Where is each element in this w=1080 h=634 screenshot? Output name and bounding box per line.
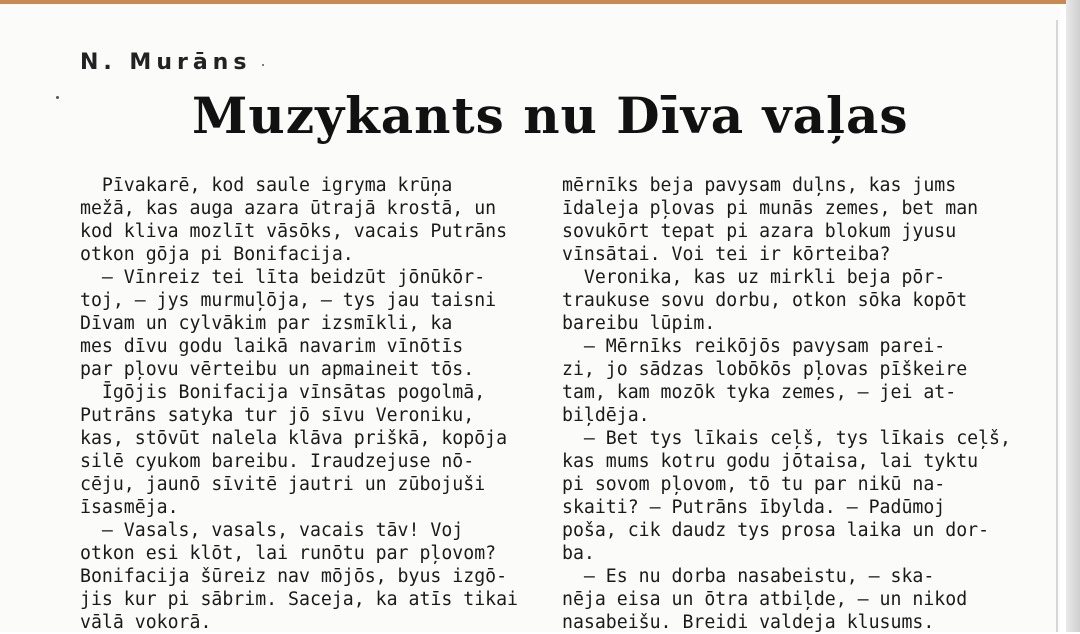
text-line: poša, cik daudz tys prosa laika un dor- — [562, 520, 990, 541]
text-line: Pīvakarē, kod saule igryma krūņa — [80, 175, 453, 196]
article-headline: Muzykants nu Dīva vaļas — [192, 86, 909, 145]
text-line: — Vīnreiz tei līta beidzūt jōnūkōr- — [80, 267, 486, 288]
text-line: otkon esi klōt, lai runōtu par pļovom? — [80, 543, 497, 564]
text-line: traukuse sovu dorbu, otkon sōka kopōt — [562, 290, 968, 311]
text-line: kod kliva mozlīt vāsōks, vacais Putrāns — [80, 221, 508, 242]
scan-margin-line — [1056, 20, 1058, 632]
scan-right-edge — [1066, 0, 1080, 632]
text-line: — Mērnīks reikōjōs pavysam parei- — [562, 336, 946, 357]
text-line: mes dīvu godu laikā navarim vīnōtīs — [80, 336, 464, 357]
text-line: cēju, jaunō sīvitē jautri un zūbojuši — [80, 474, 486, 495]
text-line: silē cyukom bareibu. Iraudzejuse nō- — [80, 451, 475, 472]
text-line: Veronika, kas uz mirkli beja pōr- — [562, 267, 946, 288]
text-line: Putrāns satyka tur jō sīvu Veroniku, — [80, 405, 475, 426]
text-line: kas mums kotru godu jōtaisa, lai tyktu — [562, 451, 979, 472]
text-line: tam, kam mozōk tyka zemes, — jei at- — [562, 382, 957, 403]
text-line: skaiti? — Putrāns ībylda. — Padūmoj — [562, 497, 946, 518]
right-text-column — [562, 174, 1032, 634]
text-line: mērnīks beja pavysam duļns, kas jums — [562, 175, 957, 196]
text-line: vīnsātai. Voi tei ir kōrteiba? — [562, 244, 891, 265]
text-line: ba. — [562, 543, 595, 564]
text-line: zi, jo sādzas lobōkōs pļovas pīškeire — [562, 359, 968, 380]
text-line: Bonifacija šūreiz nav mōjōs, byus izgō- — [80, 566, 508, 587]
text-line: pi sovom pļovom, tō tu par nikū na- — [562, 474, 946, 495]
text-line: toj, — jys murmuļōja, — tys jau taisni — [80, 290, 497, 311]
text-line: par pļovu vērteibu un apmaineit tōs. — [80, 359, 475, 380]
text-line: īdaleja pļovas pi munās zemes, bet man — [562, 198, 979, 219]
text-line: sovukōrt tepat pi azara blokum jyusu — [562, 221, 957, 242]
ink-speck — [56, 96, 59, 99]
text-line: īsasmēja. — [80, 497, 179, 518]
text-line: nasabeišu. Breidi valdeja klusums. — [562, 612, 935, 633]
text-line: — Vasals, vasals, vacais tāv! Voj — [80, 520, 464, 541]
text-line: kas, stōvūt nalela klāva priškā, kopōja — [80, 428, 508, 449]
text-line: mežā, kas auga azara ūtrajā krostā, un — [80, 198, 497, 219]
left-text-column — [80, 174, 550, 634]
text-line: jis kur pi sābrim. Saceja, ka atīs tikai — [80, 589, 518, 610]
text-line: Dīvam un cylvākim par izsmīkli, ka — [80, 313, 453, 334]
text-line: biļdēja. — [562, 405, 650, 426]
text-line: nēja eisa un ōtra atbiļde, — un nikod — [562, 589, 968, 610]
text-line: bareibu lūpim. — [562, 313, 716, 334]
text-line: — Bet tys līkais ceļš, tys līkais ceļš, — [562, 428, 1011, 449]
text-line: Īgōjis Bonifacija vīnsātas pogolmā, — [80, 382, 486, 403]
text-line: vālā vokorā. — [80, 612, 212, 633]
author-byline: N. Murāns — [80, 50, 252, 75]
text-line: otkon gōja pi Bonifacija. — [80, 244, 354, 265]
text-line: — Es nu dorba nasabeistu, — ska- — [562, 566, 935, 587]
ink-speck — [262, 64, 264, 66]
